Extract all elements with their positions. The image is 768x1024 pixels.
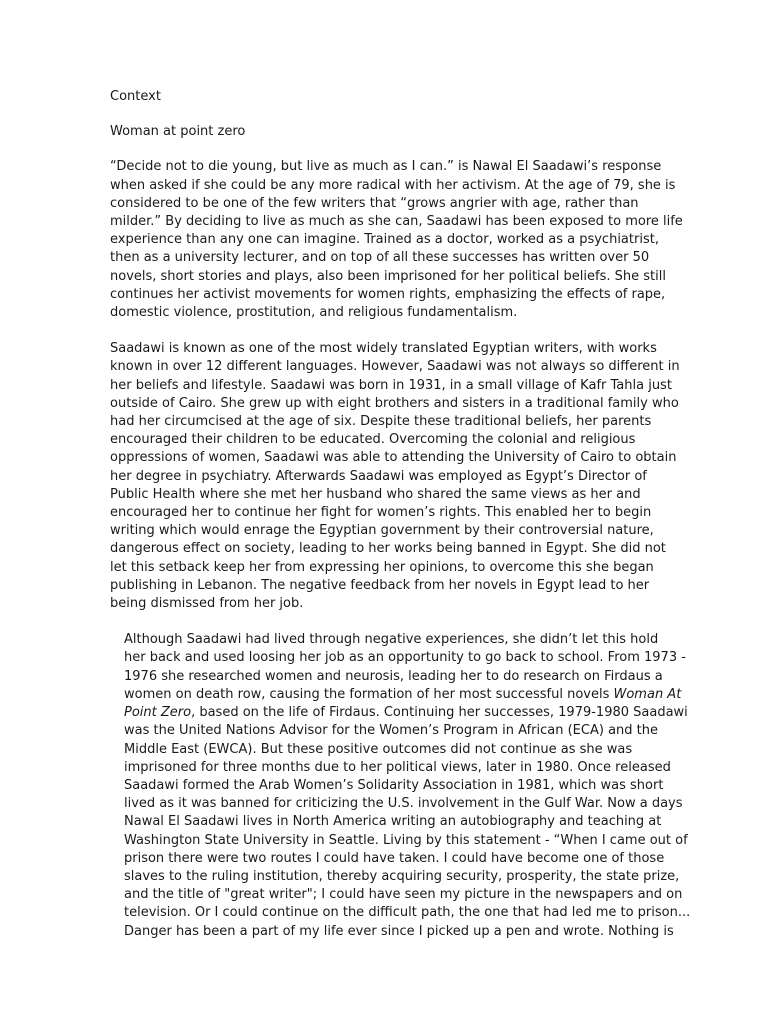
- text-line: outside of Cairo. She grew up with eight brothers and sisters in a traditional family who: [110, 395, 679, 411]
- text-line: encouraged her to continue her fight for women’s rights. This enabled her to begin: [110, 505, 652, 521]
- text-line: 1976 she researched women and neurosis, leading her to do research on Firdaus a: [124, 668, 663, 684]
- text-line: writing which would enrage the Egyptian government by their controversial nature,: [110, 523, 654, 539]
- text-line: publishing in Lebanon. The negative feedback from her novels in Egypt lead to her: [110, 577, 650, 593]
- book-title-italic: Woman At: [613, 686, 682, 702]
- text-line: milder.” By deciding to live as much as she can, Saadawi has been exposed to more life: [110, 214, 683, 230]
- text-line: experience than any one can imagine. Trained as a doctor, worked as a psychiatrist,: [110, 232, 659, 248]
- text-line: her beliefs and lifestyle. Saadawi was born in 1931, in a small village of Kafr Tahla just: [110, 377, 672, 393]
- text-line: when asked if she could be any more radical with her activism. At the age of 79, she is: [110, 177, 676, 193]
- text-line: “Decide not to die young, but live as much as I can.” is Nawal El Saadawi’s response: [110, 159, 662, 175]
- text-line: Saadawi formed the Arab Women’s Solidarity Association in 1981, which was short: [124, 777, 664, 793]
- text-line: Public Health where she met her husband who shared the same views as her and: [110, 486, 641, 502]
- text-line: imprisoned for three months due to her political views, later in 1980. Once released: [124, 759, 671, 775]
- text-fragment: women on death row, causing the formation of her most successful novels: [124, 686, 614, 702]
- text-line: Middle East (EWCA). But these positive outcomes did not continue as she was: [124, 741, 633, 757]
- text-line: was the United Nations Advisor for the Women’s Program in African (ECA) and the: [124, 723, 658, 739]
- paragraph-2: [110, 340, 680, 613]
- text-line: novels, short stories and plays, also been imprisoned for her political beliefs. She still: [110, 268, 666, 284]
- text-line: dangerous effect on society, leading to her works being banned in Egypt. She did not: [110, 541, 666, 557]
- text-line: continues her activist movements for women rights, emphasizing the effects of rape,: [110, 286, 666, 302]
- section-heading: Context: [110, 89, 161, 104]
- text-line: Saadawi is known as one of the most widely translated Egyptian writers, with works: [110, 341, 657, 357]
- text-line: oppressions of women, Saadawi was able to attending the University of Cairo to obtain: [110, 450, 677, 466]
- text-line: [110, 686, 682, 704]
- text-line: slaves to the ruling institution, thereby acquiring security, prosperity, the state prize,: [124, 868, 680, 884]
- text-line: let this setback keep her from expressing her opinions, to overcome this she began: [110, 559, 654, 575]
- text-line: Although Saadawi had lived through negative experiences, she didn’t let this hold: [124, 632, 659, 648]
- text-line: had her circumcised at the age of six. Despite these traditional beliefs, her parents: [110, 414, 652, 430]
- text-line: encouraged their children to be educated. Overcoming the colonial and religious: [110, 432, 636, 448]
- text-line: Danger has been a part of my life ever since I picked up a pen and wrote. Nothing is: [124, 923, 674, 939]
- paragraph-1: [110, 158, 683, 322]
- text-line: known in over 12 different languages. However, Saadawi was not always so different in: [110, 359, 680, 375]
- text-line: Washington State University in Seattle. Living by this statement - “When I came out of: [124, 832, 688, 848]
- text-line: lived as it was banned for criticizing the U.S. involvement in the Gulf War. Now a days: [124, 796, 683, 812]
- text-fragment: , based on the life of Firdaus. Continuing her successes, 1979-1980 Saadawi: [191, 705, 688, 721]
- text-line: prison there were two routes I could have taken. I could have become one of those: [124, 850, 665, 866]
- text-line: [110, 704, 688, 722]
- text-line: her back and used loosing her job as an opportunity to go back to school. From 1973 -: [124, 650, 686, 666]
- text-line: then as a university lecturer, and on top of all these successes has written over 50: [110, 250, 650, 266]
- text-line: considered to be one of the few writers that “grows angrier with age, rather than: [110, 195, 639, 211]
- text-line: Nawal El Saadawi lives in North America writing an autobiography and teaching at: [124, 814, 662, 830]
- text-line: her degree in psychiatry. Afterwards Saadawi was employed as Egypt’s Director of: [110, 468, 647, 484]
- text-line: television. Or I could continue on the difficult path, the one that had led me to prison...: [124, 905, 691, 921]
- book-title-italic: Point Zero: [124, 705, 192, 721]
- text-line: and the title of "great writer"; I could have seen my picture in the newspapers and on: [124, 887, 683, 903]
- text-line: domestic violence, prostitution, and religious fundamentalism.: [110, 305, 518, 321]
- document-title: Woman at point zero: [110, 124, 246, 140]
- paragraph-3: [110, 631, 691, 940]
- text-line: being dismissed from her job.: [110, 596, 304, 612]
